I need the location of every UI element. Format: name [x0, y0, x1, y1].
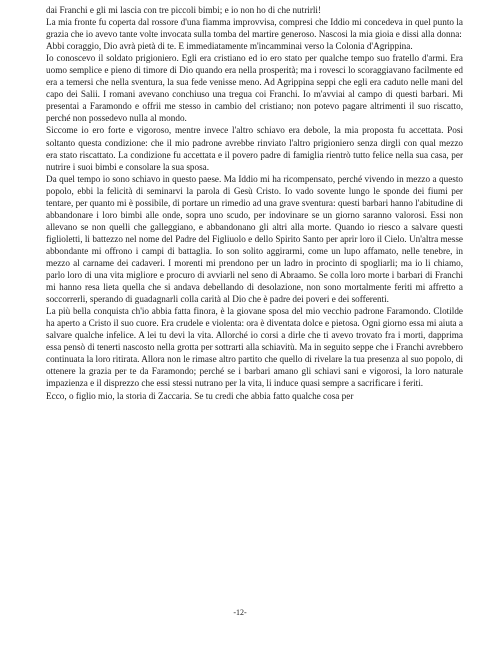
paragraph-8: Ecco, o figlio mio, la storia di Zaccaria. Se tu credi che abbia fatto qualche cosa per: [46, 390, 354, 401]
paragraph-5: Siccome io ero forte e vigoroso, mentre invece l'altro schiavo era debole, la mia proposta fu accettata. Posi soltanto questa condizione: che il mio padrone avrebbe rinviato l'altro prigioniero senza dirgli con qual mezzo era stato riscattato. La condizione fu accettata e il povero padre di famiglia rientrò tutto felice nella sua casa, per nutrire i suoi bimbi e consolare la sua sposa.: [46, 125, 463, 172]
paragraph-7: La più bella conquista ch'io abbia fatta finora, è la giovane sposa del mio vecchio padrone Faramondo. Clotilde ha aperto a Cristo il suo cuore. Era crudele e violenta: ora è diventata dolce e pietosa. Ogni giorno essa mi aiuta a salvare qualche infelice. A lei tu devi la vita. Allorché io corsi a dirle che ti avevo trovato fra i morti, dapprima essa pensò di tenerti nascosto nella grotta per sottrarti alla schiavitù. Ma in seguito seppe che i Franchi avrebbero continuata la loro ritirata. Allora non le rimase altro partito che quello di rivelare la tua presenza al suo popolo, di ottenere la grazia per te da Faramondo; perché se i barbari amano gli schiavi sani e vigorosi, la loro naturale impazienza e il disprezzo che essi stessi nutrano per la vita, li induce quasi sempre a sacrificare i feriti.: [46, 306, 463, 389]
page-number: -12-: [233, 608, 247, 617]
paragraph-4: Io conoscevo il soldato prigioniero. Egli era cristiano ed io ero stato per qualche tempo suo fratello d'armi. Era uomo semplice e pieno di timore di Dio quando era nella prosperità; ma i rovesci lo scoraggiavano facilmente ed era a temersi che nella sventura, la sua fede venisse meno. Ad Agrippina seppi che egli era caduto nelle mani del capo dei Salii. I romani avevano conchiuso una tregua coi Franchi. Io m'avviai al campo di questi barbari. Mi presentai a Faramondo e offrii me stesso in cambio del cristiano; non potevo pagare altrimenti il suo riscatto, perché non possedevo nulla al mondo.: [46, 53, 463, 124]
paragraph-2: La mia fronte fu coperta dal rossore d'una fiamma improvvisa, compresi che Iddio mi concedeva in quel punto la grazia che io avevo tante volte invocata sulla tomba del martire generoso. Nascosi la mia gioia e dissi alla donna:: [46, 17, 463, 40]
body-text: [46, 4, 463, 402]
paragraph-1: dai Franchi e gli mi lascia con tre piccoli bimbi; e io non ho di che nutrirli!: [46, 5, 322, 15]
paragraph-3: Abbi coraggio, Dio avrà pietà di te. E immediatamente m'incamminai verso la Colonia d'Agrippina.: [46, 41, 413, 52]
paragraph-6: Da quel tempo io sono schiavo in questo paese. Ma Iddio mi ha ricompensato, perché vivendo in mezzo a questo popolo, ebbi la felicità di seminarvi la parola di Gesù Cristo. Io vado sovente lungo le sponde dei fiumi per tentare, per quanto mi è possibile, di portare un rimedio ad una grave sventura: questi barbari hanno l'abitudine di abbandonare i loro bimbi alle onde, sopra uno scudo, per indovinare se un giorno saranno valorosi. Essi non allevano se non quelli che galleggiano, e abbandonano gli altri alla morte. Quando io riesco a salvare questi figlioletti, li battezzo nel nome del Padre del Figliuolo e dello Spirito Santo per aprir loro il Cielo. Un'altra messe abbondante mi offrono i campi di battaglia. Io son solito aggirarmi, come un lupo affamato, nelle tenebre, in mezzo al carname dei cadaveri. I morenti mi prendono per un ladro in procinto di spogliarli; ma io li chiamo, parlo loro di una vita migliore e procuro di avviarli nel seno di Abraamo. Se colla loro morte i barbari di Franchi mi hanno resa lieta quella che si andava debellando di desolazione, non sono mortalmente feriti mi affretto a soccorrerli, sperando di guadagnarli colla carità al Dio che è padre dei poveri e dei sofferenti.: [46, 173, 464, 305]
